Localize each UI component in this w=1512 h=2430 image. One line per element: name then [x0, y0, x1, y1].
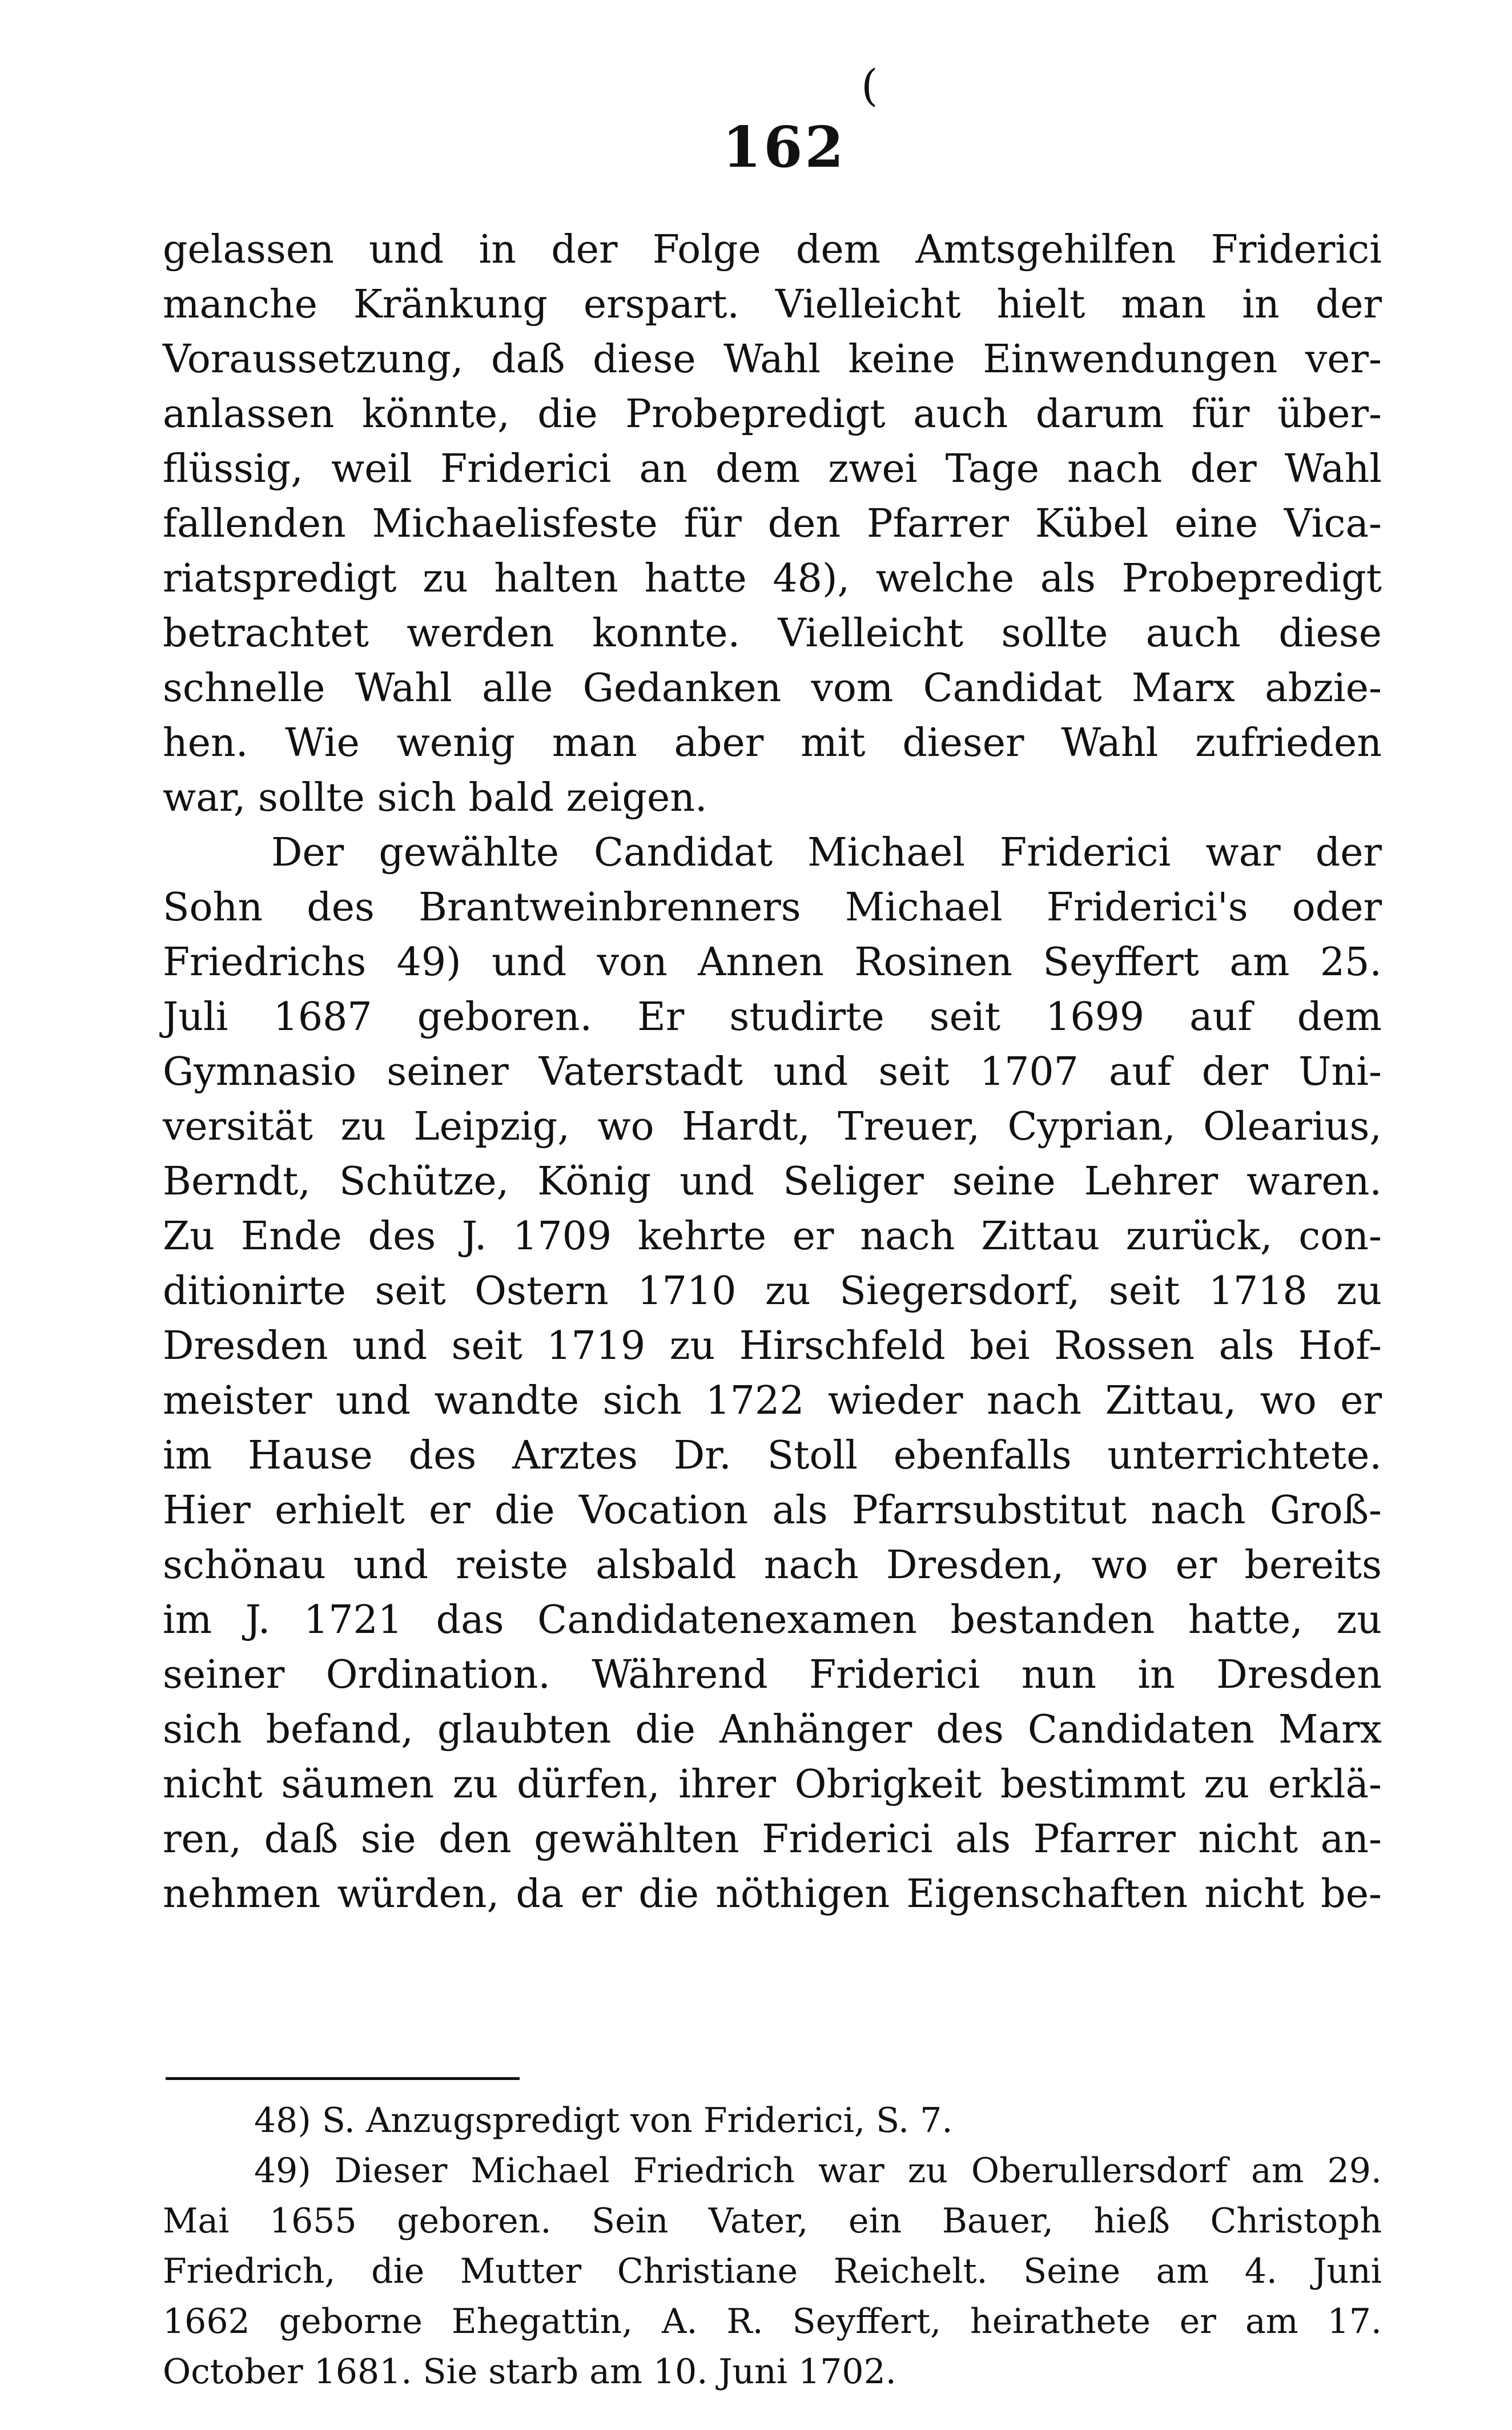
text-line: manche Kränkung erspart. Vielleicht hielt man in der: [163, 282, 1382, 327]
footnote-48: 48) S. Anzugspredigt von Friderici, S. 7.: [254, 2101, 953, 2141]
text-line: schönau und reiste alsbald nach Dresden, wo er bereits: [163, 1543, 1382, 1588]
text-line: seiner Ordination. Während Friderici nun in Dresden: [163, 1652, 1382, 1697]
page-number: 162: [722, 115, 846, 180]
footnote-49-line: October 1681. Sie starb am 10. Juni 1702.: [163, 2352, 896, 2392]
text-line: nehmen würden, da er die nöthigen Eigenschaften nicht be-: [163, 1872, 1382, 1917]
text-line: ditionirte seit Ostern 1710 zu Siegersdorf, seit 1718 zu: [163, 1269, 1382, 1314]
text-line: fallenden Michaelisfeste für den Pfarrer Kübel eine Vica-: [163, 501, 1382, 546]
text-line: betrachtet werden konnte. Vielleicht sollte auch diese: [163, 611, 1382, 656]
text-line: war, sollte sich bald zeigen.: [163, 775, 707, 820]
main-text: [163, 223, 1382, 1922]
footnote-49-line: 1662 geborne Ehegattin, A. R. Seyffert, heirathete er am 17.: [163, 2302, 1382, 2342]
text-line: sich befand, glaubten die Anhänger des Candidaten Marx: [163, 1707, 1382, 1752]
footnotes: [163, 2095, 1382, 2397]
text-line: im Hause des Arztes Dr. Stoll ebenfalls unterrichtete.: [163, 1433, 1382, 1478]
text-line: meister und wandte sich 1722 wieder nach Zittau, wo er: [163, 1378, 1382, 1423]
text-line: versität zu Leipzig, wo Hardt, Treuer, Cyprian, Olearius,: [163, 1104, 1382, 1149]
text-line: Voraussetzung, daß diese Wahl keine Einwendungen ver-: [163, 337, 1382, 382]
text-line: gelassen und in der Folge dem Amtsgehilfen Friderici: [163, 227, 1382, 272]
text-line: riatspredigt zu halten hatte 48), welche als Probepredigt: [163, 556, 1382, 601]
text-line: anlassen könnte, die Probepredigt auch darum für über-: [163, 392, 1382, 437]
text-line: im J. 1721 das Candidatenexamen bestanden hatte, zu: [163, 1598, 1382, 1643]
text-line: Sohn des Brantweinbrenners Michael Friderici's oder: [163, 885, 1382, 930]
text-line: Dresden und seit 1719 zu Hirschfeld bei Rossen als Hof-: [163, 1323, 1382, 1369]
text-line: Berndt, Schütze, König und Seliger seine Lehrer waren.: [163, 1159, 1382, 1204]
text-line: ren, daß sie den gewählten Friderici als Pfarrer nicht an-: [163, 1817, 1382, 1862]
text-line: Zu Ende des J. 1709 kehrte er nach Zittau zurück, con-: [163, 1214, 1382, 1259]
text-line: nicht säumen zu dürfen, ihrer Obrigkeit bestimmt zu erklä-: [163, 1762, 1382, 1807]
text-line: schnelle Wahl alle Gedanken vom Candidat Marx abzie-: [163, 666, 1382, 711]
text-line: Friedrichs 49) und von Annen Rosinen Seyffert am 25.: [163, 940, 1382, 985]
text-line: flüssig, weil Friderici an dem zwei Tage nach der Wahl: [163, 446, 1382, 492]
footnote-divider: [166, 2077, 520, 2080]
text-line: hen. Wie wenig man aber mit dieser Wahl zufrieden: [163, 721, 1382, 766]
text-line: Hier erhielt er die Vocation als Pfarrsubstitut nach Groß-: [163, 1488, 1382, 1533]
footnote-49-line: Mai 1655 geboren. Sein Vater, ein Bauer, hieß Christoph: [163, 2201, 1382, 2241]
text-line: Der gewählte Candidat Michael Friderici war der: [271, 830, 1382, 875]
footnote-49-line: 49) Dieser Michael Friedrich war zu Oberullersdorf am 29.: [254, 2151, 1382, 2191]
margin-mark: (: [861, 60, 878, 111]
footnote-49-line: Friedrich, die Mutter Christiane Reichelt. Seine am 4. Juni: [163, 2251, 1382, 2291]
text-line: Juli 1687 geboren. Er studirte seit 1699 auf dem: [163, 995, 1382, 1040]
text-line: Gymnasio seiner Vaterstadt und seit 1707 auf der Uni-: [163, 1049, 1382, 1095]
